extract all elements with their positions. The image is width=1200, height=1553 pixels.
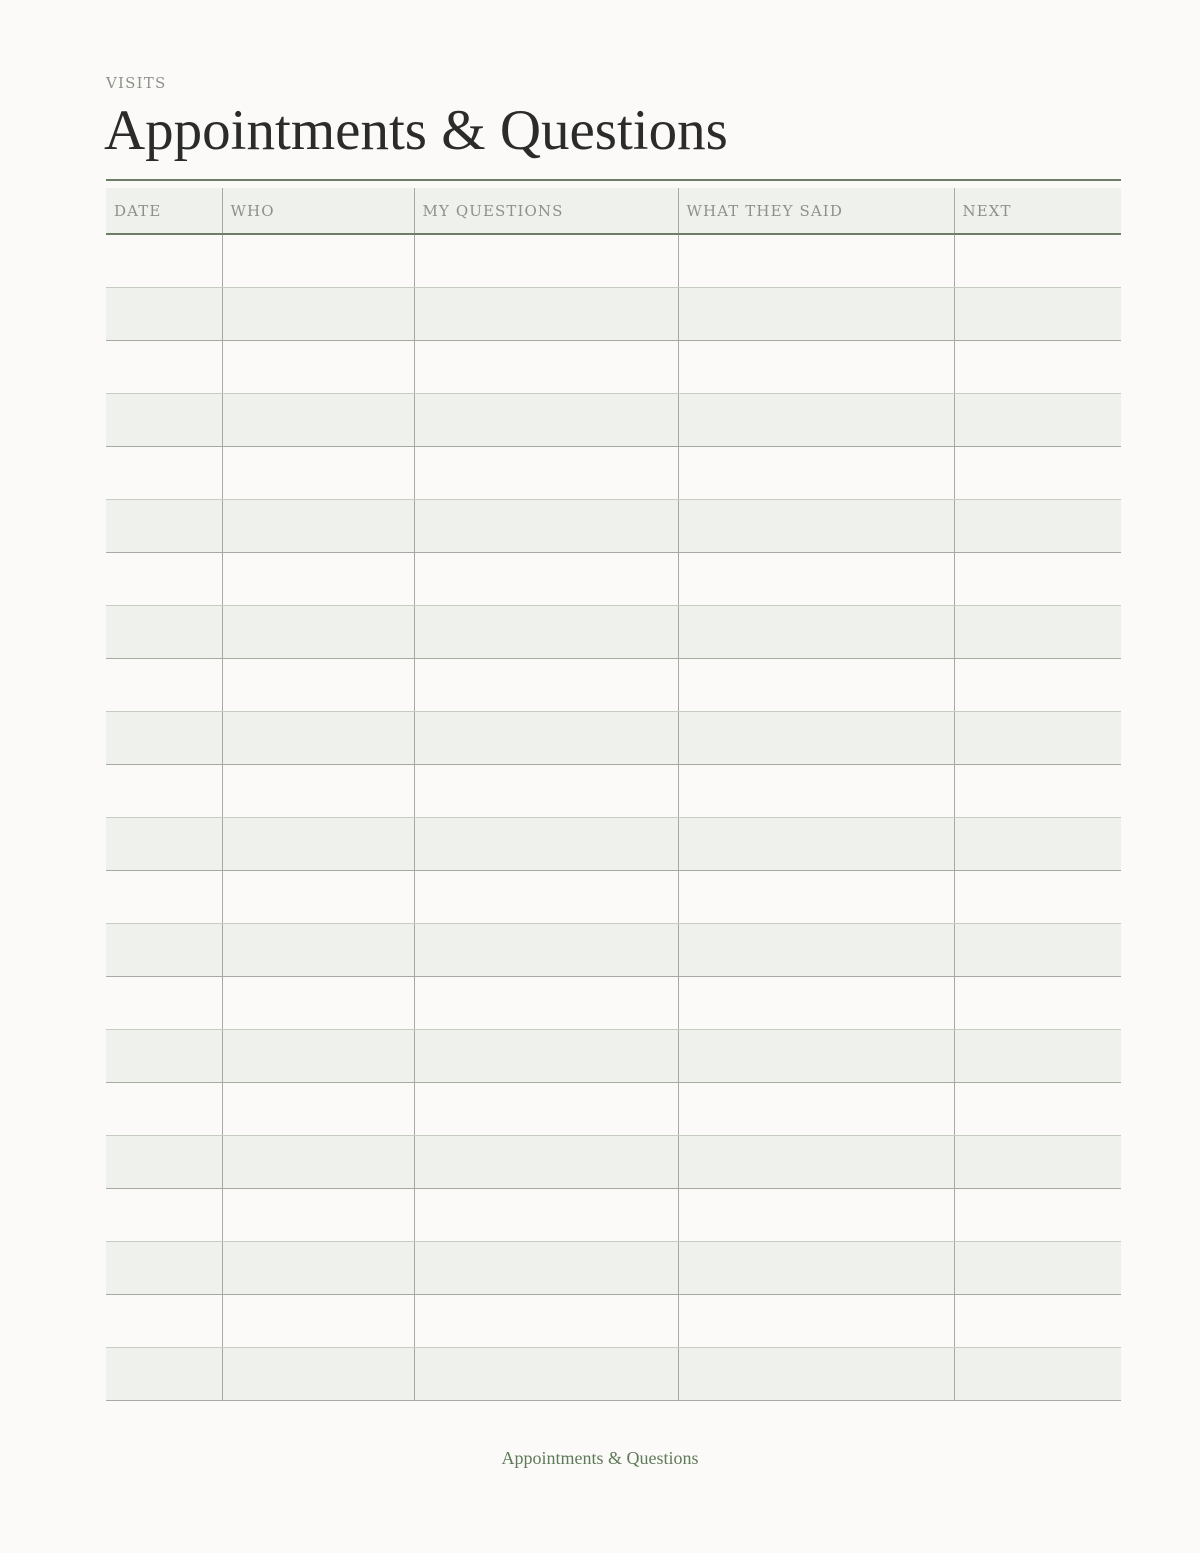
cell-date[interactable] <box>106 976 222 1029</box>
cell-what-they-said[interactable] <box>678 1082 954 1135</box>
cell-date[interactable] <box>106 1082 222 1135</box>
cell-date[interactable] <box>106 552 222 605</box>
cell-who[interactable] <box>222 552 414 605</box>
cell-what-they-said[interactable] <box>678 923 954 976</box>
table-row <box>106 393 1121 446</box>
cell-what-they-said[interactable] <box>678 340 954 393</box>
cell-who[interactable] <box>222 499 414 552</box>
cell-who[interactable] <box>222 817 414 870</box>
cell-next[interactable] <box>954 976 1121 1029</box>
cell-date[interactable] <box>106 817 222 870</box>
cell-what-they-said[interactable] <box>678 817 954 870</box>
cell-my-questions[interactable] <box>414 1294 678 1347</box>
table-row <box>106 1029 1121 1082</box>
cell-date[interactable] <box>106 1135 222 1188</box>
cell-next[interactable] <box>954 287 1121 340</box>
table-row <box>106 711 1121 764</box>
column-header-what-they-said: WHAT THEY SAID <box>678 188 954 234</box>
table-row <box>106 817 1121 870</box>
cell-next[interactable] <box>954 711 1121 764</box>
cell-next[interactable] <box>954 923 1121 976</box>
cell-who[interactable] <box>222 605 414 658</box>
cell-next[interactable] <box>954 340 1121 393</box>
table-row <box>106 1135 1121 1188</box>
cell-what-they-said[interactable] <box>678 446 954 499</box>
table-row <box>106 764 1121 817</box>
cell-who[interactable] <box>222 393 414 446</box>
column-header-who: WHO <box>222 188 414 234</box>
table-row <box>106 605 1121 658</box>
cell-next[interactable] <box>954 234 1121 287</box>
table-row <box>106 1294 1121 1347</box>
cell-date[interactable] <box>106 393 222 446</box>
table-row <box>106 923 1121 976</box>
cell-what-they-said[interactable] <box>678 976 954 1029</box>
cell-my-questions[interactable] <box>414 923 678 976</box>
cell-who[interactable] <box>222 923 414 976</box>
cell-next[interactable] <box>954 393 1121 446</box>
table-row <box>106 499 1121 552</box>
table-row <box>106 552 1121 605</box>
page-footer: Appointments & Questions <box>501 1448 699 1468</box>
cell-date[interactable] <box>106 1294 222 1347</box>
cell-what-they-said[interactable] <box>678 870 954 923</box>
cell-next[interactable] <box>954 1082 1121 1135</box>
cell-next[interactable] <box>954 1241 1121 1294</box>
column-header-date: DATE <box>106 188 222 234</box>
cell-date[interactable] <box>106 1241 222 1294</box>
column-header-my-questions: MY QUESTIONS <box>414 188 678 234</box>
cell-my-questions[interactable] <box>414 446 678 499</box>
cell-who[interactable] <box>222 1135 414 1188</box>
cell-date[interactable] <box>106 446 222 499</box>
cell-who[interactable] <box>222 1347 414 1400</box>
cell-my-questions[interactable] <box>414 1241 678 1294</box>
cell-who[interactable] <box>222 234 414 287</box>
cell-my-questions[interactable] <box>414 976 678 1029</box>
cell-what-they-said[interactable] <box>678 1241 954 1294</box>
cell-what-they-said[interactable] <box>678 605 954 658</box>
cell-date[interactable] <box>106 287 222 340</box>
cell-my-questions[interactable] <box>414 393 678 446</box>
table-row <box>106 287 1121 340</box>
cell-what-they-said[interactable] <box>678 234 954 287</box>
cell-who[interactable] <box>222 446 414 499</box>
cell-next[interactable] <box>954 1135 1121 1188</box>
table-row <box>106 976 1121 1029</box>
cell-what-they-said[interactable] <box>678 552 954 605</box>
cell-what-they-said[interactable] <box>678 1294 954 1347</box>
cell-my-questions[interactable] <box>414 711 678 764</box>
cell-my-questions[interactable] <box>414 1082 678 1135</box>
cell-date[interactable] <box>106 1347 222 1400</box>
cell-my-questions[interactable] <box>414 658 678 711</box>
cell-date[interactable] <box>106 499 222 552</box>
cell-who[interactable] <box>222 1294 414 1347</box>
cell-who[interactable] <box>222 340 414 393</box>
cell-date[interactable] <box>106 605 222 658</box>
cell-my-questions[interactable] <box>414 552 678 605</box>
cell-my-questions[interactable] <box>414 817 678 870</box>
cell-what-they-said[interactable] <box>678 658 954 711</box>
cell-my-questions[interactable] <box>414 1135 678 1188</box>
cell-next[interactable] <box>954 1294 1121 1347</box>
cell-my-questions[interactable] <box>414 1029 678 1082</box>
cell-next[interactable] <box>954 764 1121 817</box>
cell-date[interactable] <box>106 1188 222 1241</box>
cell-my-questions[interactable] <box>414 234 678 287</box>
cell-date[interactable] <box>106 870 222 923</box>
cell-date[interactable] <box>106 1029 222 1082</box>
cell-next[interactable] <box>954 605 1121 658</box>
table-body <box>106 234 1121 1400</box>
cell-my-questions[interactable] <box>414 1347 678 1400</box>
cell-my-questions[interactable] <box>414 870 678 923</box>
cell-who[interactable] <box>222 1241 414 1294</box>
table-row <box>106 1082 1121 1135</box>
cell-who[interactable] <box>222 1029 414 1082</box>
table-row <box>106 658 1121 711</box>
cell-date[interactable] <box>106 711 222 764</box>
cell-date[interactable] <box>106 764 222 817</box>
cell-my-questions[interactable] <box>414 605 678 658</box>
cell-what-they-said[interactable] <box>678 1029 954 1082</box>
cell-date[interactable] <box>106 340 222 393</box>
cell-what-they-said[interactable] <box>678 711 954 764</box>
cell-who[interactable] <box>222 287 414 340</box>
cell-what-they-said[interactable] <box>678 764 954 817</box>
table-row <box>106 234 1121 287</box>
cell-my-questions[interactable] <box>414 1188 678 1241</box>
cell-my-questions[interactable] <box>414 287 678 340</box>
cell-who[interactable] <box>222 764 414 817</box>
cell-next[interactable] <box>954 1029 1121 1082</box>
cell-what-they-said[interactable] <box>678 1347 954 1400</box>
cell-next[interactable] <box>954 870 1121 923</box>
table-row <box>106 340 1121 393</box>
cell-next[interactable] <box>954 552 1121 605</box>
cell-date[interactable] <box>106 923 222 976</box>
cell-next[interactable] <box>954 499 1121 552</box>
cell-next[interactable] <box>954 446 1121 499</box>
appointments-table <box>106 188 1121 1401</box>
table-row <box>106 446 1121 499</box>
cell-date[interactable] <box>106 234 222 287</box>
cell-next[interactable] <box>954 1347 1121 1400</box>
table-row <box>106 1241 1121 1294</box>
cell-what-they-said[interactable] <box>678 1188 954 1241</box>
table-row <box>106 1347 1121 1400</box>
cell-who[interactable] <box>222 658 414 711</box>
cell-who[interactable] <box>222 870 414 923</box>
cell-my-questions[interactable] <box>414 499 678 552</box>
cell-next[interactable] <box>954 1188 1121 1241</box>
cell-next[interactable] <box>954 658 1121 711</box>
title-divider <box>106 179 1121 181</box>
cell-what-they-said[interactable] <box>678 499 954 552</box>
cell-what-they-said[interactable] <box>678 393 954 446</box>
section-eyebrow: VISITS <box>106 74 167 92</box>
cell-my-questions[interactable] <box>414 340 678 393</box>
cell-next[interactable] <box>954 817 1121 870</box>
table-header-row <box>106 188 1121 234</box>
cell-my-questions[interactable] <box>414 764 678 817</box>
cell-who[interactable] <box>222 976 414 1029</box>
column-header-next: NEXT <box>954 188 1121 234</box>
cell-who[interactable] <box>222 1082 414 1135</box>
cell-what-they-said[interactable] <box>678 287 954 340</box>
cell-who[interactable] <box>222 711 414 764</box>
cell-what-they-said[interactable] <box>678 1135 954 1188</box>
page-title: Appointments & Questions <box>104 99 728 162</box>
table-row <box>106 870 1121 923</box>
table-row <box>106 1188 1121 1241</box>
cell-who[interactable] <box>222 1188 414 1241</box>
cell-date[interactable] <box>106 658 222 711</box>
